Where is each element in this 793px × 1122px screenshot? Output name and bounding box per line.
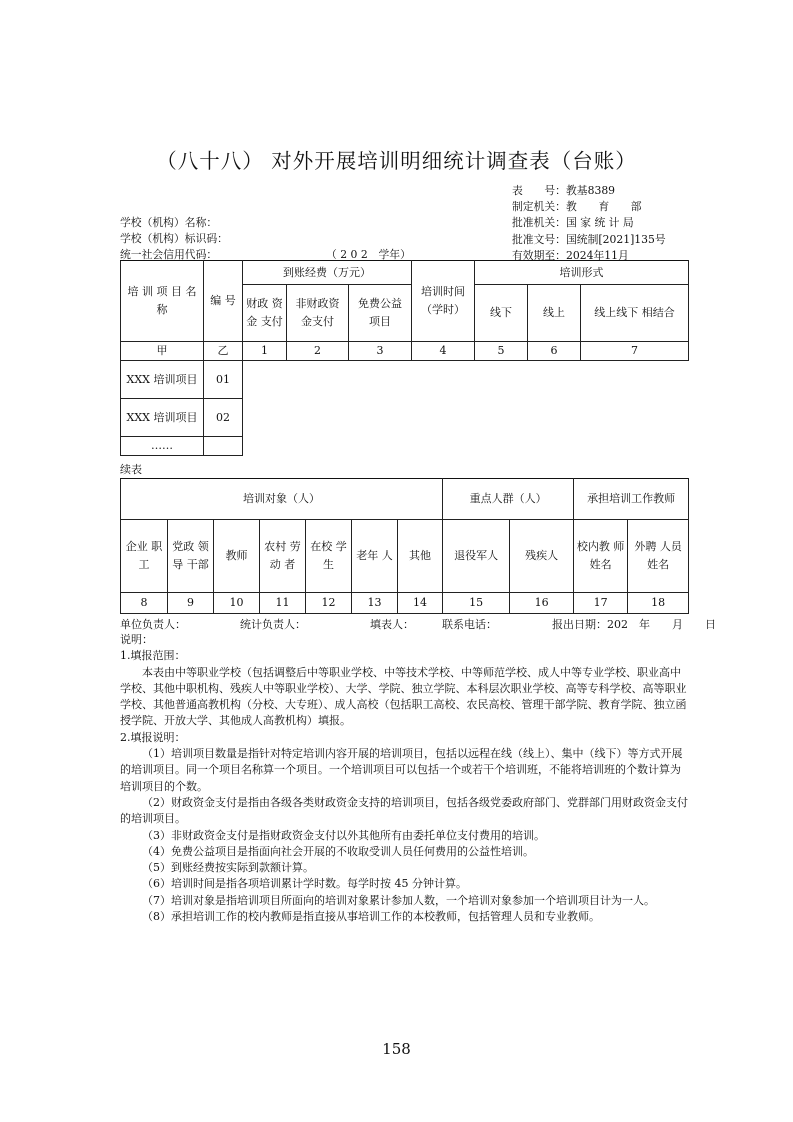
meta-approving-body: 批准机关：国 家 统 计 局 (512, 216, 634, 230)
table-row (121, 361, 689, 399)
index-cell: 17 (574, 593, 628, 614)
note-item: （4）免费公益项目是指面向社会开展的不收取受训人员任何费用的公益性培训。 (142, 844, 534, 858)
unit-head-label: 单位负责人： (120, 618, 186, 631)
note-item: （3）非财政资金支付是指财政资金支付以外其他所有由委托单位支付费用的培训。 (142, 828, 545, 842)
project-name: XXX 培训项目 (121, 399, 204, 437)
project-code: 02 (204, 399, 243, 437)
scope-paragraph: 本表由中等职业学校（包括调整后中等职业学校、中等技术学校、中等师范学校、成人中等专业学校、职业高中学校、其他中职机构、残疾人中等职业学校）、大学、学院、独立学院、本科层次职业学校、高等专科学校、高等职业学校、其他普通高教机构（分校、大专班）、成人高校（包括职工高校、农民高校、管理干部学院、教育学院、独立函授学院、开放大学、其他成人高教机构）填报。 (120, 665, 687, 728)
index-cell: 7 (581, 342, 689, 361)
header-online: 线上 (528, 285, 581, 342)
col-rural-workers: 农村 劳动 者 (260, 520, 306, 593)
training-items-table (120, 260, 689, 456)
col-internal-teacher: 校内教 师姓名 (574, 520, 628, 593)
index-cell: 9 (168, 593, 214, 614)
note-item: （6）培训时间是指各项培训累计学时数。每学时按 45 分钟计算。 (142, 877, 467, 891)
project-name: XXX 培训项目 (121, 361, 204, 399)
index-cell: 3 (349, 342, 412, 361)
index-cell: 11 (260, 593, 306, 614)
meta-issuing-body: 制定机关：教 育 部 (512, 200, 642, 214)
project-code: 01 (204, 361, 243, 399)
form-meta-right (512, 183, 666, 264)
note-item: （5）到账经费按实际到款额计算。 (142, 861, 314, 875)
index-cell: 乙 (204, 342, 243, 361)
header-fin-funds: 财政 资金 支付 (243, 285, 287, 342)
filler-label: 填表人： (370, 618, 414, 631)
header-hours: 培训时间 （学时） (412, 261, 475, 342)
school-year: （ 2 0 2 学年） (326, 248, 411, 261)
header-nonfin-funds: 非财政资 金支付 (287, 285, 349, 342)
index-cell: 18 (628, 593, 689, 614)
note-item: （8）承担培训工作的校内教师是指直接从事培训工作的本校教师，包括管理人员和专业教师。 (142, 910, 600, 924)
empty-area (243, 361, 689, 456)
index-cell: 14 (398, 593, 443, 614)
index-row (121, 342, 689, 361)
meta-form-number: 表 号：教基8389 (512, 184, 616, 197)
col-teachers: 教师 (214, 520, 260, 593)
index-cell: 15 (443, 593, 510, 614)
header-offline: 线下 (475, 285, 528, 342)
col-others: 其他 (398, 520, 443, 593)
page-number: 158 (382, 1040, 411, 1058)
header-code: 编 号 (204, 261, 243, 342)
index-cell: 5 (475, 342, 528, 361)
training-targets-table (120, 478, 689, 614)
section-scope-heading: 1.填报范围： (120, 649, 186, 663)
index-cell: 甲 (121, 342, 204, 361)
project-name: …… (121, 437, 204, 456)
note-item: （2）财政资金支付是指由各级各类财政资金支持的培训项目，包括各级党委政府部门、党群部门用财政资金支付的培训项目。 (120, 795, 688, 826)
col-enterprise-staff: 企业 职工 (121, 520, 168, 593)
notes-heading: 说明： (120, 633, 153, 646)
header-free-project: 免费公益 项目 (349, 285, 412, 342)
meta-credit-code: 统一社会信用代码： (120, 248, 218, 262)
header-training-targets: 培训对象（人） (121, 479, 443, 520)
meta-school-code: 学校（机构）标识码： (120, 232, 228, 246)
section-guide-heading: 2.填报说明： (120, 730, 186, 744)
index-cell: 16 (510, 593, 574, 614)
col-party-cadres: 党政 领导 干部 (168, 520, 214, 593)
index-row (121, 593, 689, 614)
page-title: （八十八） 对外开展培训明细统计调查表（台账） (156, 149, 637, 173)
continued-label: 续表 (120, 463, 142, 476)
index-cell: 10 (214, 593, 260, 614)
note-item: （1）培训项目数量是指针对特定培训内容开展的培训项目，包括以远程在线（线上）、集中（线下）等方式开展的培训项目。同一个项目名称算一个项目。一个培训项目可以包括一个或若干个培训班，不能将培训班的个数计算为培训项目的个数。 (120, 747, 683, 793)
index-cell: 13 (352, 593, 398, 614)
project-code (204, 437, 243, 456)
stat-head-label: 统计负责人： (240, 618, 306, 631)
form-meta-left (120, 215, 228, 264)
index-cell: 2 (287, 342, 349, 361)
col-elderly: 老年 人 (352, 520, 398, 593)
col-external-staff: 外聘 人员 姓名 (628, 520, 689, 593)
header-mixed: 线上线下 相结合 (581, 285, 689, 342)
header-teachers: 承担培训工作教师 (574, 479, 689, 520)
header-project-name: 培 训 项 目 名 称 (121, 261, 204, 342)
meta-valid-until: 有效期至：2024年11月 (512, 248, 629, 262)
header-funds: 到账经费（万元） (243, 261, 412, 285)
meta-school-name: 学校（机构）名称： (120, 216, 218, 229)
phone-label: 联系电话： (442, 618, 497, 631)
instructions (120, 632, 688, 925)
index-cell: 6 (528, 342, 581, 361)
report-date-label: 报出日期：202 年 月 日 (552, 618, 716, 631)
index-cell: 1 (243, 342, 287, 361)
header-training-form: 培训形式 (475, 261, 689, 285)
col-students: 在校 学生 (306, 520, 352, 593)
meta-approval-number: 批准文号：国统制[2021]135号 (512, 232, 666, 246)
index-cell: 12 (306, 593, 352, 614)
note-item: （7）培训对象是指培训项目所面向的培训对象累计参加人数，一个培训对象参加一个培训项目计为一人。 (142, 893, 655, 907)
index-cell: 4 (412, 342, 475, 361)
header-key-groups: 重点人群（人） (443, 479, 574, 520)
col-veterans: 退役军人 (443, 520, 510, 593)
index-cell: 8 (121, 593, 168, 614)
col-disabled: 残疾人 (510, 520, 574, 593)
